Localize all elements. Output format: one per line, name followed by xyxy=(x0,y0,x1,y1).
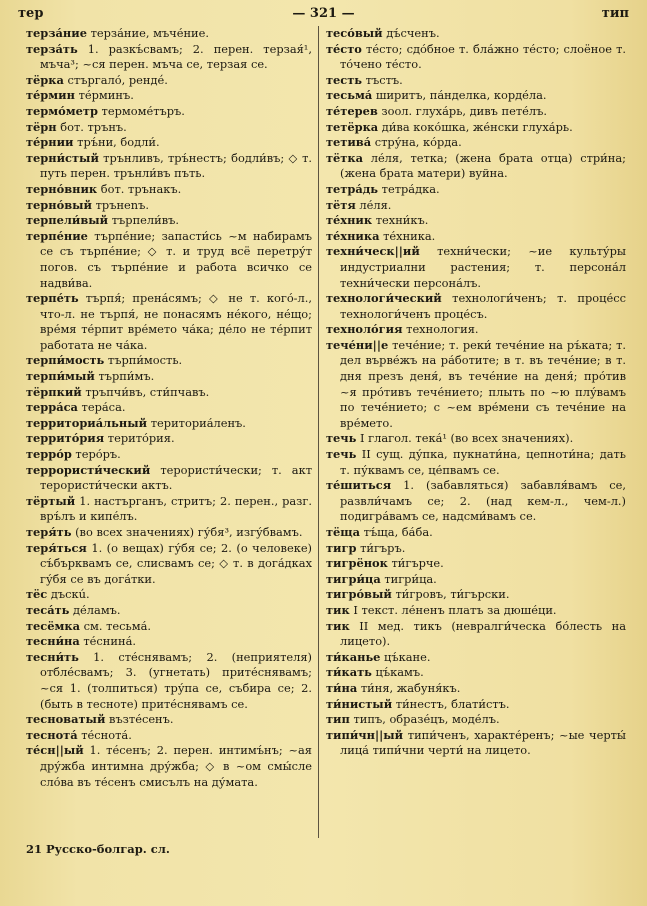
dictionary-entry: тигрёнок ти́гърче. xyxy=(326,556,444,571)
dictionary-entry: те́рмин те́рминъ. xyxy=(26,88,134,103)
dictionary-entry: территориа́льный териториа́ленъ. xyxy=(26,415,246,430)
dictionary-entry: терни́стый трънливъ, тръ́нестъ; бодли́въ; ◇ т. путь перен. трънли́въ пъть. xyxy=(26,150,312,181)
running-head-right: тип xyxy=(601,6,629,21)
dictionary-entry: тетёрка ди́ва коко́шка, же́нски глуха́рь. xyxy=(326,119,573,134)
dictionary-entry: тетра́дь тетра́дка. xyxy=(326,181,440,196)
dictionary-entry: те́хник техни́къ. xyxy=(326,213,429,228)
dictionary-entry: тётя ле́ля. xyxy=(326,197,392,212)
dictionary-entry: теря́ть (во всех значениях) гу́бя³, изгу́бвамъ. xyxy=(26,525,303,539)
dictionary-entry: тётка ле́ля, тетка; (жена брата отца) стри́на; (жена брата матери) вуйна. xyxy=(326,150,626,181)
dictionary-entry: тигри́ца тигри́ца. xyxy=(326,571,437,586)
dictionary-entry: тесть тъстъ. xyxy=(326,72,403,87)
dictionary-entry: тесни́ть 1. сте́снявамъ; 2. (неприятеля) отбле́свамъ; 3. (угнетать) прите́снявамъ; ~ся 1. (толпиться) тру́па се, събира се; 2. (быть в тесноте) прите́снявамъ се. xyxy=(26,649,312,711)
dictionary-entry: тетива́ стру́на, ко́рда. xyxy=(326,135,462,150)
dictionary-entry: техни́ческ||ий техни́чески; ~ие культу́ры индустриални растения; т. персона́л техни́чески персона́лъ. xyxy=(326,244,626,290)
dictionary-entry: теря́ться 1. (о вещах) гу́бя се; 2. (о человеке) съ́бърквамъ се, слисвамъ се; ◇ т. в дога́дках гу́бя се въ дога́тки. xyxy=(26,540,312,586)
dictionary-entry: течь I глагол. тека́¹ (во всех значениях). xyxy=(326,431,574,446)
page-number: — 321 — xyxy=(292,6,355,21)
dictionary-entry: технологи́ческий технологи́ченъ; т. проце́сс технологи́ченъ проце́съ. xyxy=(326,291,626,321)
running-head-left: тер xyxy=(18,6,44,21)
dictionary-entry: террористи́ческий терористи́чески; т. акт терористи́чески актъ. xyxy=(26,462,312,493)
dictionary-entry: тёрка стъргало́, рендé. xyxy=(26,72,168,87)
dictionary-entry: тесо́вый дъ́сченъ. xyxy=(326,26,440,40)
page-header xyxy=(18,6,629,26)
column-divider xyxy=(318,26,319,838)
dictionary-entry: терза́ть 1. разкъ́свамъ; 2. перен. терзая́¹, мъча³; ~ся перен. мъча се, терзая се. xyxy=(26,41,312,72)
dictionary-entry: ти́кать цъ́камъ. xyxy=(326,665,424,680)
dictionary-entry: те́сто те́сто; сдо́бное т. бла́жно те́сто; слоёное т. то́чено те́сто. xyxy=(326,41,626,72)
dictionary-entry: терпи́мость търпи́мость. xyxy=(26,353,183,368)
dictionary-entry: тёща тъ́ща, ба́ба. xyxy=(326,525,433,539)
dictionary-entry: тесни́на те́снина́. xyxy=(26,634,136,649)
dictionary-entry: те́рнии тръ́ни, бодли́. xyxy=(26,135,160,150)
dictionary-entry: террито́рия терито́рия. xyxy=(26,431,175,446)
dictionary-entry: теснота́ те́снота́. xyxy=(26,727,132,742)
dictionary-entry: те́сн||ый 1. те́сенъ; 2. перен. интимъ́нъ; ~ая дру́жба интимна дру́жба; ◇ в ~ом смы́сле сло́ва въ те́сенъ смисълъ на ду́мата. xyxy=(26,743,312,789)
dictionary-entry: тёс дъскú. xyxy=(26,587,90,602)
dictionary-entry: тёртый 1. настърганъ, стритъ; 2. перен., разг. връ́лъ и кипе́лъ. xyxy=(26,493,312,524)
dictionary-entry: тёрн бот. трънъ. xyxy=(26,119,127,134)
dictionary-entry: терро́р теро́ръ. xyxy=(26,447,121,462)
dictionary-entry: ти́канье цъ́кане. xyxy=(326,649,431,664)
dictionary-entry: терпе́ние търпе́ние; запасти́сь ~м набирамъ се съ търпе́ние; ◇ т. и труд всё перетру́т погов. съ търпе́ние и работа всичко се надви́ва. xyxy=(26,228,312,290)
dictionary-entry: течь II сущ. ду́пка, пукнати́на, цепноти́на; дать т. пу́квамъ се, це́пвамъ се. xyxy=(326,447,626,477)
dictionary-entry: терпи́мый търпи́мъ. xyxy=(26,369,155,384)
dictionary-entry: те́шиться 1. (забавляться) забавля́вамъ се, развли́чамъ се; 2. (над кем-л., чем-л.) подигра́вамъ се, надсми́вамъ се. xyxy=(326,478,626,524)
dictionary-entry: терпели́вый търпели́въ. xyxy=(26,213,180,228)
dictionary-entry: терза́ние терза́ние, мъче́ние. xyxy=(26,26,210,40)
dictionary-entry: тесьма́ ширитъ, па́нделка, корде́ла. xyxy=(326,88,547,103)
dictionary-entry: терпе́ть търпя́; прена́сямъ; ◇ не т. кого́-л., что-л. не търпя́, не понасямъ не́кого, не́що; вре́мя те́рпит вре́мето ча́ка; де́ло не те́рпит работата не ча́ка. xyxy=(26,291,312,352)
dictionary-entry: тече́ни||е тече́ние; т. реки́ тече́ние на ръ́ката; т. дел върве́жъ на ра́ботите; в т. въ тече́ние; в т. дня презъ деня́, въ тече́ние на деня́; про́тив ~я про́тивъ тече́нието; плыть по ~ю плу́вамъ по тече́нието; с ~ем вре́мени съ тече́ние на вре́мето. xyxy=(326,337,626,430)
dictionary-entry: тигр ти́гъръ. xyxy=(326,540,406,555)
dictionary-entry: тип типъ, образе́цъ, моде́лъ. xyxy=(326,712,500,727)
dictionary-entry: ти́на ти́ня, жабуня́къ. xyxy=(326,680,461,695)
dictionary-entry: термо́метр термоме́търъ. xyxy=(26,103,185,118)
dictionary-entry: терно́вый трънenъ. xyxy=(26,197,149,212)
dictionary-entry: техноло́гия технология. xyxy=(326,322,479,337)
dictionary-entry: те́терев зоол. глуха́рь, дивъ пете́лъ. xyxy=(326,103,547,118)
dictionary-entry: тёрпкий тръпчи́въ, сти́пчавъ. xyxy=(26,384,210,399)
dictionary-entry: те́хника те́хника. xyxy=(326,228,436,243)
dictionary-entry: тигро́вый ти́гровъ, ти́гърски. xyxy=(326,587,510,602)
dictionary-entry: тесноватый възте́сенъ. xyxy=(26,712,174,727)
dictionary-entry: теса́ть де́ламъ. xyxy=(26,602,121,617)
signature-footer: 21 Русско-болгар. сл. xyxy=(26,842,170,856)
left-column xyxy=(26,26,312,790)
dictionary-entry: тесёмка см. тесьма́. xyxy=(26,618,151,633)
dictionary-entry: типи́чн||ый типи́ченъ, характе́ренъ; ~ые черты́ лица́ типи́чни черти́ на лицето. xyxy=(326,727,626,758)
dictionary-entry: тик I текст. ле́ненъ платъ за дюше́ци. xyxy=(326,602,557,617)
dictionary-entry: ти́нистый ти́нестъ, блати́стъ. xyxy=(326,696,510,711)
right-column xyxy=(326,26,626,759)
dictionary-entry: терра́са тера́са. xyxy=(26,400,126,415)
dictionary-entry: терно́вник бот. трънакъ. xyxy=(26,181,182,196)
dictionary-entry: тик II мед. тикъ (невралги́ческа бо́лесть на лицето). xyxy=(326,618,626,649)
